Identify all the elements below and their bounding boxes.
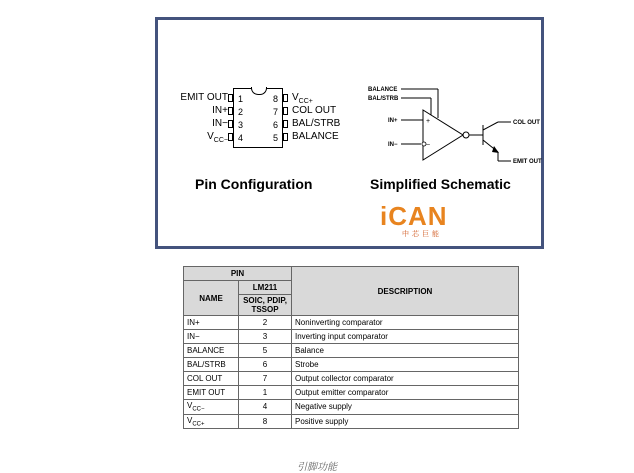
plus-sign: + — [426, 118, 431, 125]
pin-stub — [283, 107, 288, 115]
simplified-schematic — [363, 80, 563, 190]
pin-label-col-out: COL OUT — [292, 105, 337, 116]
logo-wordmark: iCAN — [380, 201, 448, 231]
table-row — [184, 372, 519, 386]
pin-description-cell: Balance — [292, 344, 519, 358]
pin-number-cell: 8 — [239, 414, 292, 429]
table-row — [184, 316, 519, 330]
pin-number-cell: 7 — [239, 372, 292, 386]
ic-notch — [251, 87, 267, 95]
pin-number: 6 — [272, 120, 278, 130]
table-row — [184, 386, 519, 400]
pin-number-cell: 4 — [239, 400, 292, 415]
pin-number: 3 — [238, 120, 244, 130]
emitter-arrow — [492, 146, 499, 153]
ic-package — [233, 88, 283, 148]
pin-function-table — [183, 266, 519, 429]
schematic-label-bal-strb: BAL/STRB — [368, 96, 399, 102]
pin-number: 8 — [272, 94, 278, 104]
pin-description-cell: Positive supply — [292, 414, 519, 429]
pin-number-cell: 1 — [239, 386, 292, 400]
pin-config-caption: Pin Configuration — [195, 176, 313, 192]
pin-name-cell: $V_{CC-}$ — [184, 400, 239, 415]
pin-stub — [228, 133, 233, 141]
pin-description-cell: Negative supply — [292, 400, 519, 415]
pin-label-in-minus: IN− — [212, 118, 228, 129]
pin-label-vcc-minus: $V_{CC-}$ — [207, 131, 228, 144]
table-row — [184, 414, 519, 429]
pin-label-emit-out: EMIT OUT — [180, 92, 228, 103]
pin-name-cell: BALANCE — [184, 344, 239, 358]
table-row — [184, 358, 519, 372]
pin-name-cell: COL OUT — [184, 372, 239, 386]
minus-sign: − — [426, 142, 431, 149]
pin-header: PIN — [184, 267, 292, 281]
schematic-label-in-minus: IN− — [388, 142, 398, 148]
pin-stub — [283, 94, 288, 102]
pin-description-cell: Output emitter comparator — [292, 386, 519, 400]
figure-caption: 引脚功能 — [297, 462, 337, 473]
name-header: NAME — [184, 281, 239, 316]
schematic-caption: Simplified Schematic — [370, 176, 511, 192]
pin-number-cell: 6 — [239, 358, 292, 372]
schematic-label-balance: BALANCE — [368, 87, 398, 93]
schematic-label-in-plus: IN+ — [388, 118, 398, 124]
pin-name-cell: $V_{CC+}$ — [184, 414, 239, 429]
figure-frame — [155, 17, 544, 249]
pin-stub — [228, 94, 233, 102]
pin-name-cell: IN− — [184, 330, 239, 344]
pin-name-cell: EMIT OUT — [184, 386, 239, 400]
table-row — [184, 400, 519, 415]
pin-description-cell: Noninverting comparator — [292, 316, 519, 330]
pin-number-cell: 2 — [239, 316, 292, 330]
pin-number-cell: 3 — [239, 330, 292, 344]
schematic-label-emit-out: EMIT OUT — [513, 159, 542, 165]
transistor-collector — [483, 122, 498, 130]
description-header: DESCRIPTION — [292, 267, 519, 316]
pin-stub — [283, 133, 288, 141]
table-row — [184, 330, 519, 344]
pin-label-vcc-plus: $V_{CC+}$ — [292, 92, 313, 105]
logo-subtitle: 中芯巨能 — [402, 231, 442, 238]
pin-name-cell: BAL/STRB — [184, 358, 239, 372]
pin-number: 7 — [272, 107, 278, 117]
pin-name-cell: IN+ — [184, 316, 239, 330]
pin-label-bal-strb: BAL/STRB — [292, 118, 341, 129]
pin-stub — [283, 120, 288, 128]
table-header-row — [184, 267, 519, 281]
pin-number: 4 — [238, 133, 244, 143]
package-header: SOIC, PDIP, TSSOP — [239, 295, 292, 316]
part-header: LM211 — [239, 281, 292, 295]
ican-logo — [380, 203, 450, 239]
pin-stub — [228, 120, 233, 128]
pin-number: 1 — [238, 94, 244, 104]
table-row — [184, 344, 519, 358]
pin-stub — [228, 107, 233, 115]
pin-label-balance: BALANCE — [292, 131, 339, 142]
pin-number: 2 — [238, 107, 244, 117]
schematic-label-col-out: COL OUT — [513, 120, 540, 126]
pin-description-cell: Strobe — [292, 358, 519, 372]
pin-label-in-plus: IN+ — [212, 105, 228, 116]
pin-description-cell: Output collector comparator — [292, 372, 519, 386]
pin-number: 5 — [272, 133, 278, 143]
pin-description-cell: Inverting input comparator — [292, 330, 519, 344]
pin-number-cell: 5 — [239, 344, 292, 358]
